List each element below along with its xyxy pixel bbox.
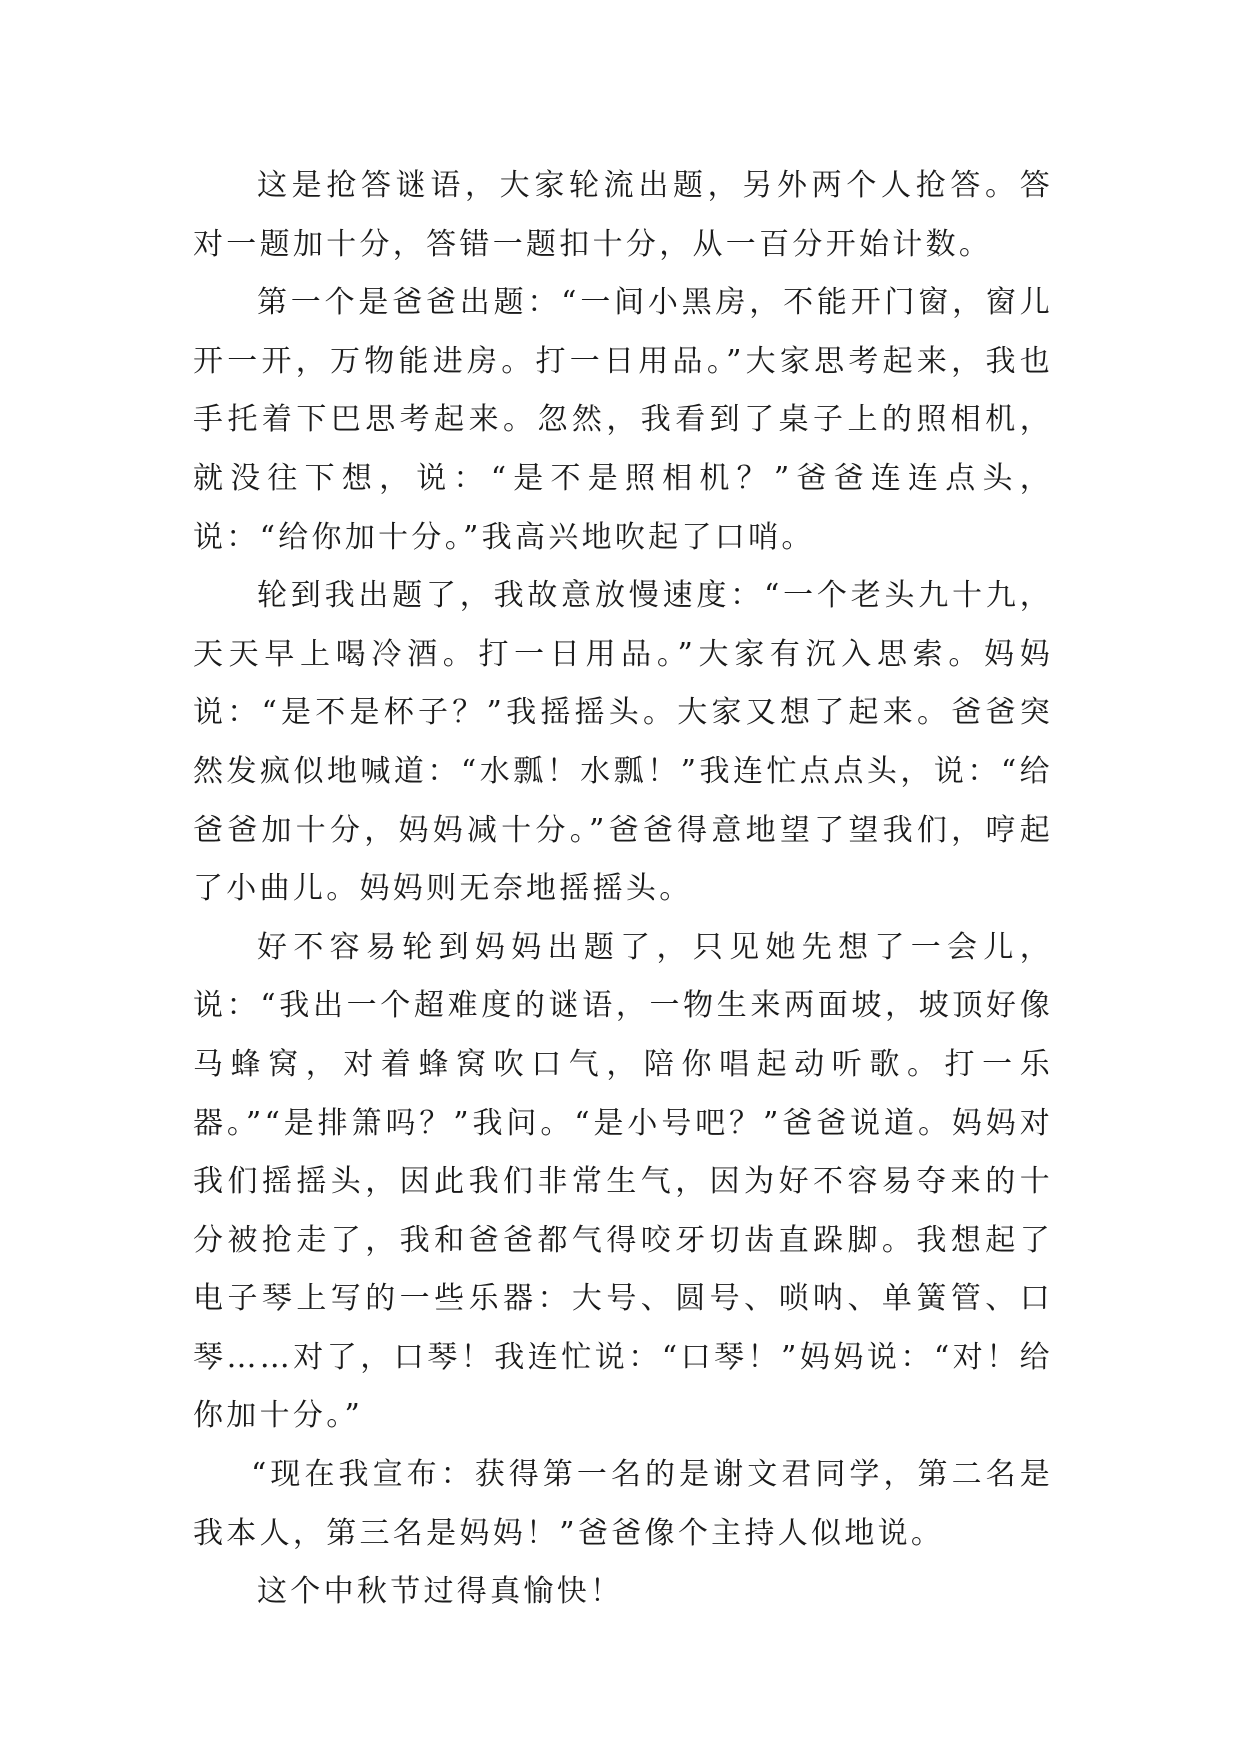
paragraph-conclusion: 这个中秋节过得真愉快！ bbox=[257, 1574, 624, 1610]
paragraph-my-riddle: 轮到我出题了，我故意放慢速度：“一个老头九十九，天天早上喝冷酒。打一日用品。”大家有沉入思索。妈妈说：“是不是杯子？”我摇摇头。大家又想了起来。爸爸突然发疯似地喊道：“水瓢！水瓢！”我连忙点点头，说：“给爸爸加十分，妈妈减十分。”爸爸得意地望了望我们，哼起了小曲儿。妈妈则无奈地摇摇头。 bbox=[193, 578, 1053, 907]
essay-body bbox=[193, 157, 1053, 1622]
paragraph-father-riddle: 第一个是爸爸出题：“一间小黑房，不能开门窗，窗儿开一开，万物能进房。打一日用品。”大家思考起来，我也手托着下巴思考起来。忽然，我看到了桌子上的照相机，就没往下想，说：“是不是照相机？”爸爸连连点头，说：“给你加十分。”我高兴地吹起了口哨。 bbox=[193, 285, 1053, 555]
paragraph-mother-riddle: 好不容易轮到妈妈出题了，只见她先想了一会儿，说：“我出一个超难度的谜语，一物生来两面坡，坡顶好像马蜂窝，对着蜂窝吹口气，陪你唱起动听歌。打一乐器。”“是排箫吗？”我问。“是小号吧？”爸爸说道。妈妈对我们摇摇头，因此我们非常生气，因为好不容易夺来的十分被抢走了，我和爸爸都气得咬牙切齿直跺脚。我想起了电子琴上写的一些乐器：大号、圆号、唢呐、单簧管、口琴……对了，口琴！我连忙说：“口琴！”妈妈说：“对！给你加十分。” bbox=[193, 929, 1053, 1434]
paragraph-announcement: “现在我宣布：获得第一名的是谢文君同学，第二名是我本人，第三名是妈妈！”爸爸像个主持人似地说。 bbox=[193, 1457, 1053, 1551]
paragraph-riddle-rules: 这是抢答谜语，大家轮流出题，另外两个人抢答。答对一题加十分，答错一题扣十分，从一百分开始计数。 bbox=[193, 168, 1053, 262]
